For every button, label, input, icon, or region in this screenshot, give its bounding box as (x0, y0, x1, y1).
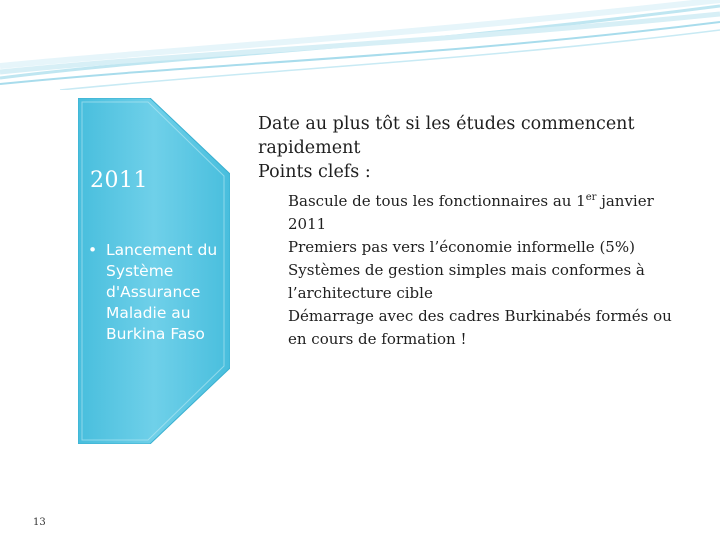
header-swoosh-decoration (0, 0, 720, 90)
sub-bullet-text: Démarrage avec des cadres Burkinabés formés ou en cours de formation ! (288, 307, 672, 348)
sub-bullet-item (270, 259, 690, 305)
timeline-milestone (88, 240, 228, 345)
bullet-text: Date au plus tôt si les études commencent rapidement (258, 114, 635, 158)
sub-bullet-text: Premiers pas vers l’économie informelle (5%) (288, 238, 635, 256)
sub-bullet-item (270, 305, 690, 351)
page-number: 13 (33, 517, 46, 528)
bullet-text: Points clefs : (258, 162, 371, 182)
sub-bullet-text-before: Bascule de tous les fonctionnaires au 1 (288, 192, 586, 210)
main-content (240, 112, 690, 351)
milestone-text: Lancement du Système d'Assurance Maladie au Burkina Faso (106, 241, 218, 343)
sub-bullet-text: Systèmes de gestion simples mais conformes à l’architecture cible (288, 261, 645, 302)
milestone-bullet: • (88, 241, 98, 259)
sub-bullet-item (270, 190, 690, 236)
sub-bullet-text-after: janvier 2011 (288, 192, 654, 233)
bullet-item (240, 160, 690, 184)
bullet-item (240, 112, 690, 160)
ordinal-superscript: er (585, 192, 597, 203)
timeline-year: 2011 (90, 168, 148, 193)
sub-bullet-item (270, 236, 690, 259)
